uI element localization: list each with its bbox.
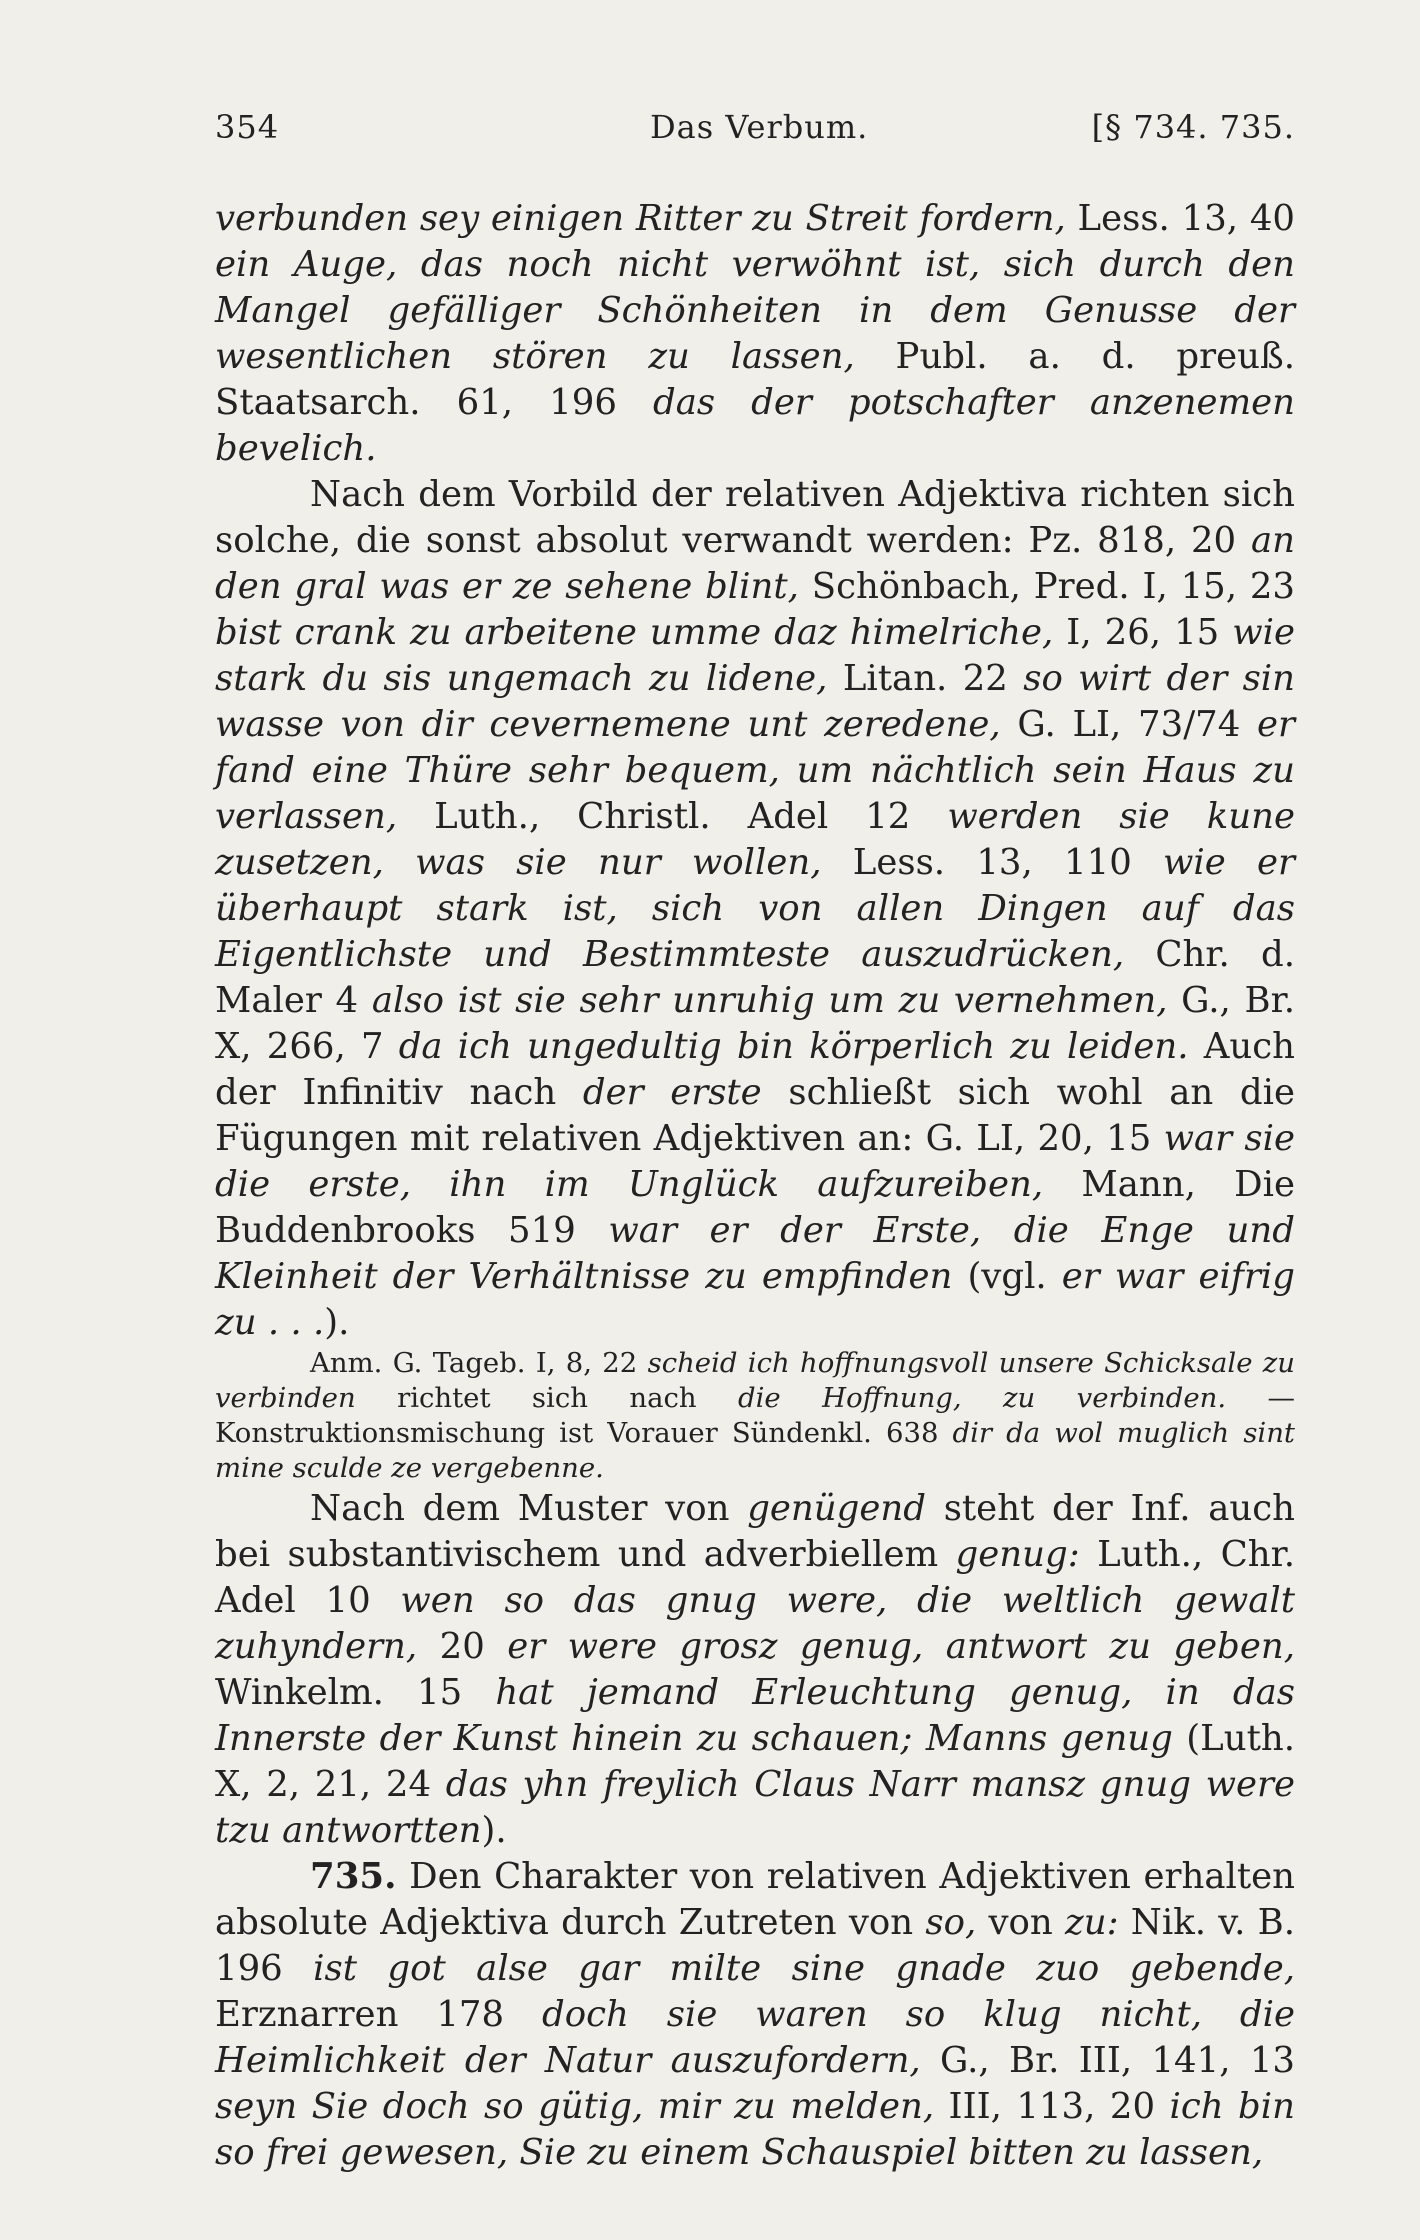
italic-quotation: so, [925,1902,977,1943]
text-run: Erznarren 178 [215,1994,543,2035]
italic-quotation: das yhn freylich Claus Narr mansz gnug were tzu antwortten [215,1764,1295,1851]
section-number: 735. [310,1856,397,1897]
italic-quotation: doch sie waren so klug nicht, die Heimlichkeit der Natur auszufordern, [215,1994,1295,2081]
italic-quotation: wie stark du sis ungemach zu lidene, [215,612,1295,699]
text-run: Auch der Infinitiv nach [215,1026,1296,1113]
text-run: G. LI, 73/74 [1000,704,1258,745]
page-number: 354 [215,108,280,146]
page-header [215,108,1295,158]
text-run: (vgl. [952,1256,1062,1297]
italic-quotation: so wirt der sin wasse von dir cevernemene unt zeredene, [215,658,1295,745]
running-title: Das Verbum. [650,108,869,146]
text-run: Anm. G. Tageb. I, 8, 22 [310,1347,648,1379]
text-run: Publ. a. d. preuß. Staatsarch. 61, 196 [215,336,1296,423]
italic-quotation: ist got alse gar milte sine gnade zuo gebende, [313,1948,1295,1989]
italic-quotation: hat jemand Erleuchtung genug, in das Innerste der Kunst hinein zu schauen; [215,1672,1295,1759]
text-run: Nach dem Muster von [310,1488,748,1529]
text-run: steht der Inf. auch bei substantivischem und adverbiellem [215,1488,1295,1575]
italic-quotation: da ich ungedultig bin körperlich zu leiden. [398,1026,1189,1067]
section-reference: [§ 734. 735. [1091,108,1295,146]
italic-quotation: dir da wol muglich sint mine sculde ze vergebenne. [215,1417,1295,1484]
text-run: Litan. 22 [827,658,1024,699]
italic-quotation: scheid ich hoffnungsvoll unsere Schicksale zu verbinden [215,1347,1295,1414]
text-run: Nik. v. B. 196 [215,1902,1295,1989]
italic-quotation: die Hoffnung, zu verbinden. [738,1382,1227,1414]
italic-quotation: bist crank zu arbeitene umme daz himelriche, [215,612,1054,653]
italic-quotation: er fand eine Thüre sehr bequem, um nächtlich sein Haus zu verlassen, [215,704,1296,837]
italic-quotation: war sie die erste, ihn im Unglück aufzureiben, [215,1118,1295,1205]
text-run: richtet sich nach [355,1382,739,1414]
italic-quotation: wie er überhaupt stark ist, sich von allen Dingen auf das Eigentlichste und Bestimmteste auszudrücken, [215,842,1295,975]
italic-quotation: genug: [955,1534,1080,1575]
italic-quotation: war er der Erste, die Enge und Kleinheit der Verhältnisse zu empfinden [215,1210,1295,1297]
italic-quotation: genügend [747,1488,926,1529]
text-run: Mann, Die Buddenbrooks 519 [215,1164,1296,1251]
text-run: Luth., Chr. Adel 10 [215,1534,1295,1621]
italic-quotation: Manns genug [925,1718,1173,1759]
text-run: ). [324,1302,350,1343]
text-run: ). [481,1810,507,1851]
italic-quotation: seyn Sie doch so gütig, mir zu melden, [215,2086,935,2127]
text-run: Nach dem Vorbild der relativen Adjektiva richten sich solche, die sonst absolut verwandt werden: Pz. 818, 20 [215,474,1295,561]
body-paragraph [215,1486,1295,1854]
text-run: III, 113, 20 [934,2086,1170,2127]
text-run: Less. 13, 110 [821,842,1164,883]
italic-quotation: zu: [1065,1902,1119,1943]
annotation-note [215,1346,1295,1486]
text-run: Less. 13, 40 [1065,198,1295,239]
italic-quotation: wen so das gnug were, die weltlich gewalt zuhyndern, [215,1580,1295,1667]
italic-quotation: an den gral was er ze sehene blint, [215,520,1295,607]
text-run: G., Br. III, 141, 13 [920,2040,1295,2081]
body-paragraph [215,1854,1295,2176]
body-paragraph [215,196,1295,472]
italic-quotation: er war eifrig zu . . . [215,1256,1295,1343]
text-run: Luth., Christl. Adel 12 [397,796,948,837]
text-run: 20 [417,1626,508,1667]
italic-quotation: werden sie kune zusetzen, was sie nur wollen, [215,796,1296,883]
italic-quotation: ich bin so frei gewesen, Sie zu einem Schauspiel bitten zu lassen, [215,2086,1295,2173]
text-run: Schönbach, Pred. I, 15, 23 [798,566,1295,607]
body-paragraph [215,472,1295,1346]
page-body [215,196,1295,2176]
italic-quotation: er were grosz genug, antwort zu geben, [507,1626,1295,1667]
text-run: (Luth. X, 2, 21, 24 [215,1718,1295,1805]
italic-quotation: das der potschafter anzenemen bevelich. [215,382,1295,469]
italic-quotation: also ist sie sehr unruhig um zu vernehmen, [371,980,1168,1021]
italic-quotation: verbunden sey einigen Ritter zu Streit fordern, [215,198,1066,239]
text-run [912,1718,925,1759]
text-run: — Konstruktionsmischung ist Vorauer Sündenkl. 638 [215,1382,1296,1449]
text-run: Winkelm. 15 [215,1672,496,1713]
text-run: I, 26, 15 [1053,612,1233,653]
text-run: G., Br. X, 266, 7 [215,980,1295,1067]
italic-quotation: der erste [582,1072,762,1113]
text-run: Den Charakter von relativen Adjektiven erhalten absolute Adjektiva durch Zutreten von [215,1856,1295,1943]
text-run: von [976,1902,1066,1943]
italic-quotation: ein Auge, das noch nicht verwöhnt ist, sich durch den Mangel gefälliger Schönheiten in dem Genusse der wesentlichen stören zu lassen, [215,244,1295,377]
text-run: schließt sich wohl an die Fügungen mit relativen Adjektiven an: G. LI, 20, 15 [215,1072,1295,1159]
text-run: Chr. d. Maler 4 [215,934,1295,1021]
